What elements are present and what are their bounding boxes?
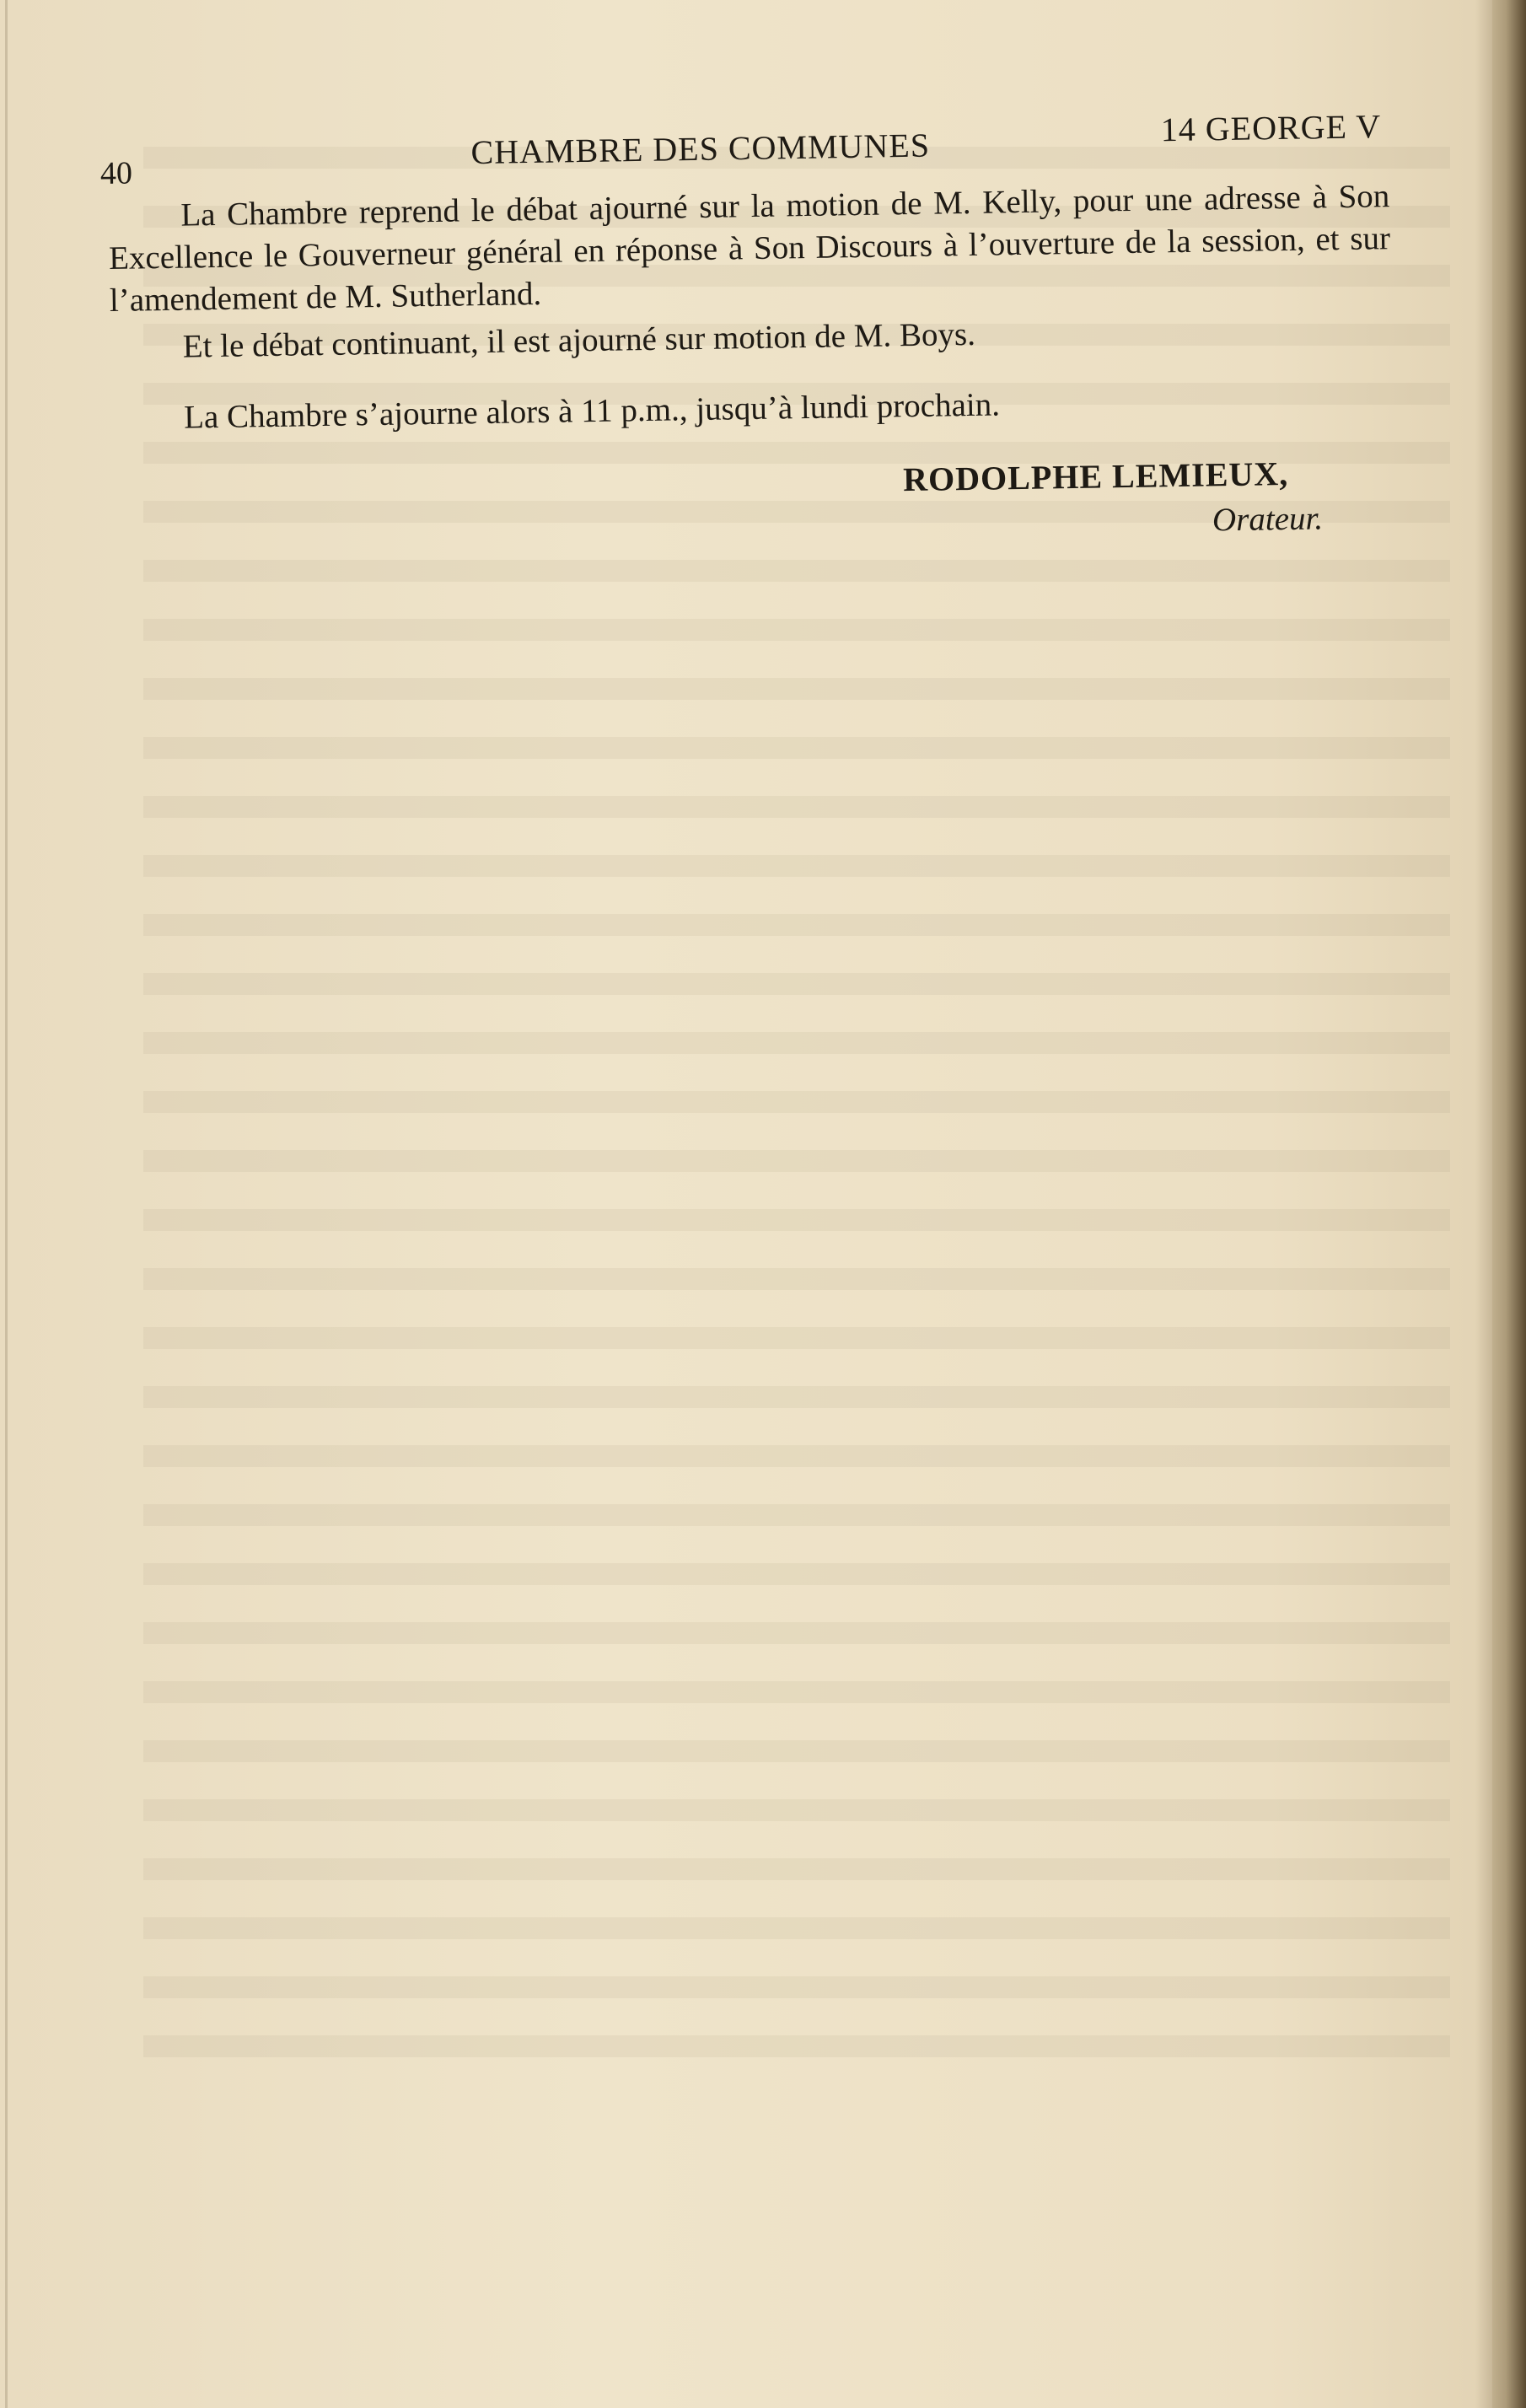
page-edge [5,0,8,2408]
running-title: CHAMBRE DES COMMUNES [470,126,931,172]
paragraph-debate-adjourned: Et le débat continuant, il est ajourné sur motion de M. Boys. [182,315,976,365]
book-binding [1475,0,1526,2408]
page-number: 40 [99,155,133,191]
paragraph-debate-resumed: La Chambre reprend le débat ajourné sur la motion de M. Kelly, pour une adresse à Son Excellence le Gouverneur général en réponse à Son Discours à l’ouverture de la session, et sur l’amendement de M. Sutherland. [108,178,1391,319]
journal-entry [108,175,1393,445]
regnal-year: 14 GEORGE V [1160,107,1382,149]
paragraph-house-adjourns: La Chambre s’ajourne alors à 11 p.m., jusqu’à lundi prochain. [183,386,1001,436]
speaker-name: RODOLPHE LEMIEUX, [902,454,1289,499]
speaker-role: Orateur. [1212,500,1324,539]
